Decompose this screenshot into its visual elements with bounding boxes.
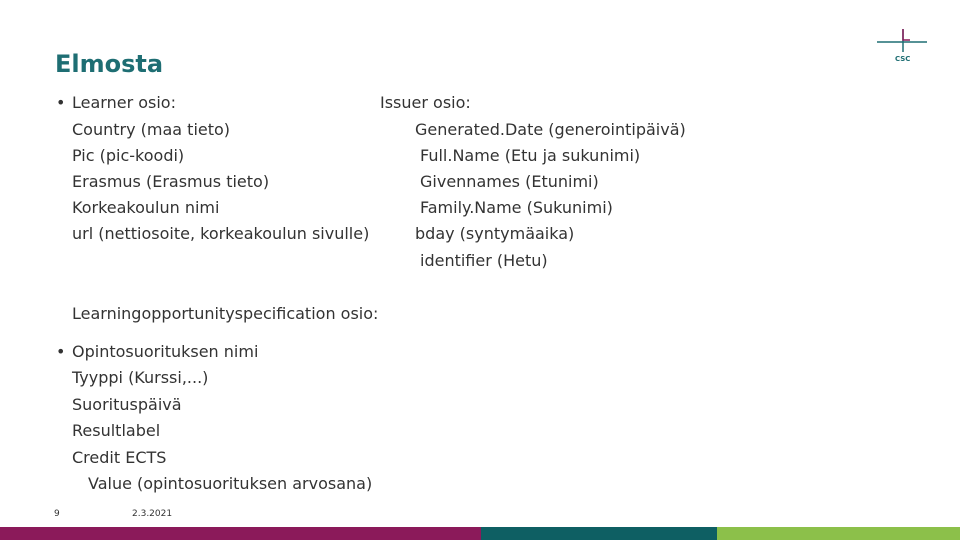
slide-title: Elmosta	[55, 50, 164, 78]
bullet-icon: •	[56, 342, 66, 361]
csc-logo	[874, 26, 930, 66]
learner-item: Korkeakoulun nimi	[72, 198, 220, 217]
issuer-item: Givennames (Etunimi)	[420, 172, 599, 191]
issuer-item: Full.Name (Etu ja sukunimi)	[420, 146, 641, 165]
issuer-item: Generated.Date (generointipäivä)	[415, 120, 686, 139]
los-heading: Learningopportunityspecification osio:	[72, 304, 379, 323]
issuer-heading: Issuer osio:	[380, 93, 471, 112]
learner-item: Erasmus (Erasmus tieto)	[72, 172, 270, 191]
los-item: Resultlabel	[72, 421, 161, 440]
los-item: Value (opintosuorituksen arvosana)	[88, 474, 373, 493]
page-number: 9	[54, 509, 60, 519]
los-item: Tyyppi (Kurssi,...)	[72, 368, 209, 387]
los-item: Suorituspäivä	[72, 395, 182, 414]
footer-bar-left	[0, 527, 481, 540]
los-item: Opintosuorituksen nimi	[72, 342, 259, 361]
issuer-item: identifier (Hetu)	[420, 251, 548, 270]
learner-heading: Learner osio:	[72, 93, 176, 112]
slide-date: 2.3.2021	[132, 509, 173, 519]
issuer-item: Family.Name (Sukunimi)	[420, 198, 613, 217]
issuer-item: bday (syntymäaika)	[415, 224, 575, 243]
logo-text: CSC	[895, 55, 911, 63]
footer-bar-right	[717, 527, 960, 540]
los-item: Credit ECTS	[72, 448, 167, 467]
learner-item: Country (maa tieto)	[72, 120, 231, 139]
learner-item: Pic (pic-koodi)	[72, 146, 185, 165]
footer-bar-middle	[481, 527, 717, 540]
learner-item: url (nettiosoite, korkeakoulun sivulle)	[72, 224, 370, 243]
bullet-icon: •	[56, 93, 66, 112]
